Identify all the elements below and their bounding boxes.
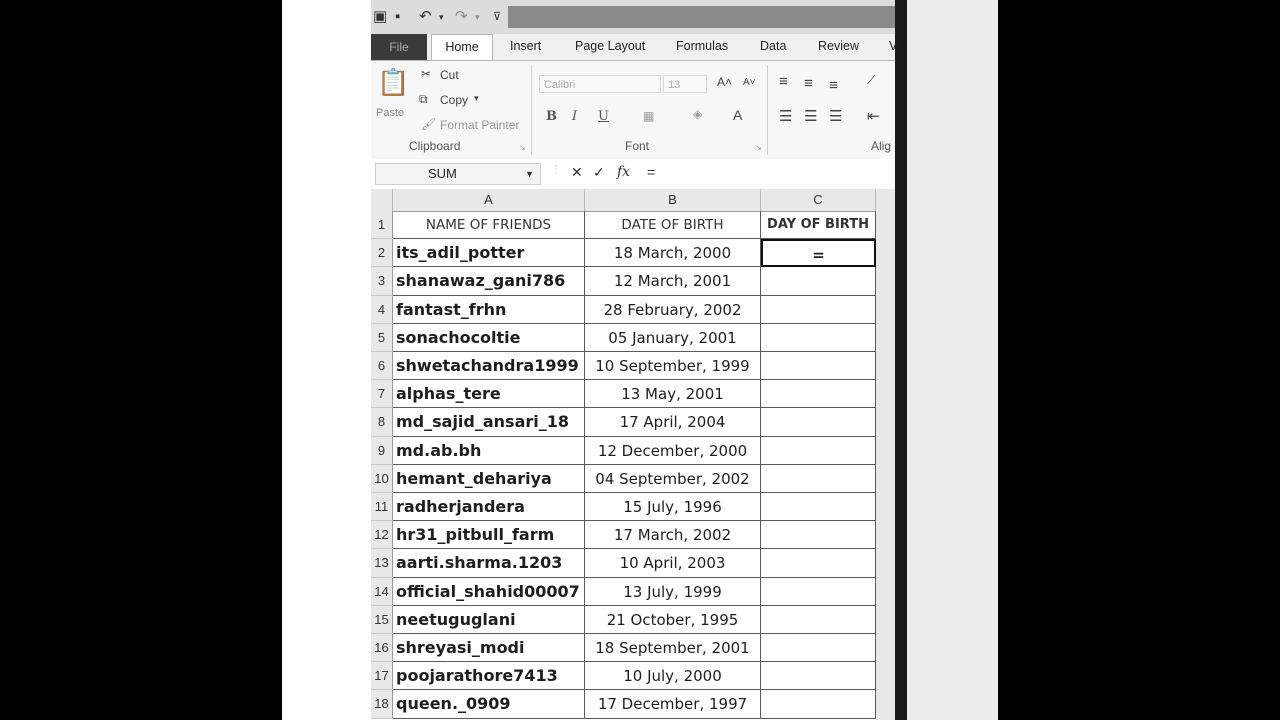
column-header-a[interactable]: A bbox=[393, 189, 585, 211]
cell-date-of-birth[interactable]: 04 September, 2002 bbox=[585, 465, 761, 493]
cut-icon[interactable]: ✂ bbox=[421, 67, 432, 81]
video-right-margin bbox=[907, 0, 998, 720]
row-number[interactable]: 12 bbox=[371, 521, 393, 549]
table-row bbox=[371, 324, 895, 352]
shrink-font-icon[interactable]: A˅ bbox=[743, 77, 756, 88]
cell-date-of-birth[interactable]: 21 October, 1995 bbox=[585, 606, 761, 634]
cell-name[interactable]: poojarathore7413 bbox=[393, 662, 585, 690]
table-row bbox=[371, 578, 895, 606]
ribbon-home bbox=[371, 60, 895, 160]
ribbon-separator bbox=[531, 65, 532, 155]
table-row bbox=[371, 493, 895, 521]
font-color-icon[interactable]: A bbox=[733, 107, 743, 123]
cell-day-of-birth[interactable] bbox=[761, 662, 876, 690]
table-row bbox=[371, 606, 895, 634]
align-center-icon[interactable]: ☰ bbox=[804, 108, 818, 125]
select-all-corner[interactable] bbox=[371, 189, 393, 211]
cell-name[interactable]: sonachocoltie bbox=[393, 324, 585, 352]
cell-name[interactable]: official_shahid00007 bbox=[393, 578, 585, 606]
formula-bar-grip-icon: ⋮ bbox=[551, 164, 561, 175]
align-left-icon[interactable]: ☰ bbox=[779, 108, 793, 125]
cell-day-of-birth[interactable] bbox=[761, 606, 876, 634]
table-row bbox=[371, 408, 895, 436]
cell-day-of-birth[interactable] bbox=[761, 408, 876, 436]
paste-icon[interactable]: 📋 bbox=[377, 67, 410, 97]
align-top-icon[interactable]: ≡ bbox=[779, 73, 788, 90]
table-row bbox=[371, 549, 895, 577]
cell-date-of-birth[interactable]: 05 January, 2001 bbox=[585, 324, 761, 352]
cell-name[interactable]: hemant_dehariya bbox=[393, 465, 585, 493]
table-row bbox=[371, 267, 895, 295]
cell-day-of-birth[interactable] bbox=[761, 465, 876, 493]
table-row bbox=[371, 437, 895, 465]
row-number[interactable]: 7 bbox=[371, 380, 393, 408]
row-number[interactable]: 5 bbox=[371, 324, 393, 352]
cell-day-of-birth[interactable] bbox=[761, 296, 876, 324]
cell-name[interactable]: its_adil_potter bbox=[393, 239, 585, 267]
tab-page-layout[interactable]: Page Layout bbox=[575, 39, 646, 53]
italic-button[interactable]: I bbox=[572, 109, 578, 124]
borders-icon[interactable]: ▦ bbox=[643, 109, 655, 123]
header-day-of-birth[interactable]: DAY OF BIRTH bbox=[761, 211, 876, 239]
cut-button[interactable]: Cut bbox=[440, 68, 459, 82]
table-row bbox=[371, 690, 895, 718]
row-number[interactable]: 13 bbox=[371, 549, 393, 577]
format-painter-icon[interactable]: 🖌 bbox=[421, 117, 437, 131]
cell-date-of-birth[interactable]: 17 December, 1997 bbox=[585, 690, 761, 718]
name-box-dropdown-icon[interactable]: ▼ bbox=[525, 169, 534, 179]
save-icon[interactable]: ▪ bbox=[395, 8, 401, 25]
alignment-group-label: Alig bbox=[871, 139, 892, 153]
clipboard-group-label: Clipboard bbox=[409, 139, 461, 153]
cell-day-of-birth[interactable] bbox=[761, 493, 876, 521]
cell-date-of-birth[interactable]: 12 March, 2001 bbox=[585, 267, 761, 295]
font-group-label: Font bbox=[625, 139, 650, 153]
header-name-of-friends[interactable]: NAME OF FRIENDS bbox=[393, 211, 585, 239]
tab-file[interactable]: File bbox=[371, 34, 427, 60]
cancel-icon[interactable]: ✕ bbox=[571, 164, 583, 180]
name-box[interactable]: SUM ▼ bbox=[375, 163, 541, 185]
cell-date-of-birth[interactable]: 18 March, 2000 bbox=[585, 239, 761, 267]
copy-dropdown-icon[interactable]: ▾ bbox=[474, 93, 479, 103]
row-number[interactable]: 14 bbox=[371, 578, 393, 606]
copy-button[interactable]: Copy bbox=[440, 93, 469, 107]
format-painter-button[interactable]: Format Painter bbox=[440, 118, 520, 132]
column-headers bbox=[371, 189, 895, 212]
table-row bbox=[371, 239, 895, 267]
cell-date-of-birth[interactable]: 15 July, 1996 bbox=[585, 493, 761, 521]
cell-date-of-birth[interactable]: 10 July, 2000 bbox=[585, 662, 761, 690]
cell-date-of-birth[interactable]: 17 April, 2004 bbox=[585, 408, 761, 436]
font-size-box[interactable]: 13 bbox=[663, 75, 707, 93]
bold-button[interactable]: B bbox=[546, 109, 557, 124]
active-cell[interactable]: = bbox=[761, 239, 876, 267]
cell-date-of-birth[interactable]: 18 September, 2001 bbox=[585, 634, 761, 662]
align-middle-icon[interactable]: ≡ bbox=[804, 75, 813, 92]
row-number[interactable]: 11 bbox=[371, 493, 393, 521]
cell-day-of-birth[interactable] bbox=[761, 578, 876, 606]
title-bar bbox=[508, 6, 895, 28]
cell-day-of-birth[interactable] bbox=[761, 380, 876, 408]
copy-icon[interactable]: ⧉ bbox=[419, 92, 428, 106]
cell-day-of-birth[interactable] bbox=[761, 352, 876, 380]
cell-date-of-birth[interactable]: 10 April, 2003 bbox=[585, 549, 761, 577]
cell-name[interactable]: alphas_tere bbox=[393, 380, 585, 408]
row-number[interactable]: 15 bbox=[371, 606, 393, 634]
row-number[interactable]: 1 bbox=[371, 211, 393, 239]
row-number[interactable]: 16 bbox=[371, 634, 393, 662]
excel-logo-icon: ▣ bbox=[373, 8, 388, 25]
tab-view-partial[interactable]: V bbox=[889, 39, 898, 53]
row-number[interactable]: 2 bbox=[371, 239, 393, 267]
decrease-indent-icon[interactable]: ⇤ bbox=[867, 108, 880, 125]
row-number[interactable]: 8 bbox=[371, 408, 393, 436]
fill-color-icon[interactable]: ◈ bbox=[693, 107, 703, 121]
cell-day-of-birth[interactable] bbox=[761, 267, 876, 295]
column-header-b[interactable]: B bbox=[585, 189, 761, 211]
table-row bbox=[371, 634, 895, 662]
cell-name[interactable]: neetuguglani bbox=[393, 606, 585, 634]
table-header-row bbox=[371, 211, 895, 239]
cell-day-of-birth[interactable] bbox=[761, 549, 876, 577]
quick-access-toolbar bbox=[371, 0, 895, 35]
video-left-margin bbox=[282, 0, 371, 720]
cell-date-of-birth[interactable]: 13 July, 1999 bbox=[585, 578, 761, 606]
cell-name[interactable]: queen._0909 bbox=[393, 690, 585, 718]
insert-function-icon[interactable]: fx bbox=[617, 164, 631, 180]
ribbon-tabs bbox=[371, 34, 898, 60]
enter-icon[interactable]: ✓ bbox=[593, 164, 605, 180]
excel-window bbox=[371, 0, 898, 720]
cell-day-of-birth[interactable] bbox=[761, 437, 876, 465]
tab-data[interactable]: Data bbox=[760, 39, 787, 53]
formula-input[interactable]: = bbox=[647, 164, 656, 180]
tab-review[interactable]: Review bbox=[818, 39, 859, 53]
cell-date-of-birth[interactable]: 10 September, 1999 bbox=[585, 352, 761, 380]
row-number[interactable]: 17 bbox=[371, 662, 393, 690]
font-name-box[interactable]: Calibri bbox=[539, 75, 661, 93]
underline-button[interactable]: U bbox=[598, 109, 609, 124]
formula-bar bbox=[371, 159, 895, 190]
tab-insert[interactable]: Insert bbox=[510, 39, 542, 53]
undo-icon[interactable]: ↶ bbox=[419, 8, 432, 25]
table-row bbox=[371, 352, 895, 380]
font-launcher-icon[interactable]: ↘ bbox=[755, 143, 762, 152]
row-number[interactable]: 4 bbox=[371, 296, 393, 324]
orientation-icon[interactable]: ⟋ bbox=[867, 73, 876, 87]
tab-formulas[interactable]: Formulas bbox=[676, 39, 729, 53]
cell-name[interactable]: shwetachandra1999 bbox=[393, 352, 585, 380]
cell-name[interactable]: shreyasi_modi bbox=[393, 634, 585, 662]
cell-name[interactable]: md.ab.bh bbox=[393, 437, 585, 465]
row-number[interactable]: 10 bbox=[371, 465, 393, 493]
cell-day-of-birth[interactable] bbox=[761, 324, 876, 352]
clipboard-launcher-icon[interactable]: ↘ bbox=[519, 143, 526, 152]
cell-name[interactable]: shanawaz_gani786 bbox=[393, 267, 585, 295]
redo-dropdown-icon[interactable]: ▾ bbox=[475, 12, 480, 22]
cell-day-of-birth[interactable] bbox=[761, 690, 876, 718]
cell-name[interactable]: fantast_frhn bbox=[393, 296, 585, 324]
cell-name[interactable]: md_sajid_ansari_18 bbox=[393, 408, 585, 436]
tab-home[interactable]: Home bbox=[431, 34, 493, 60]
redo-icon[interactable]: ↷ bbox=[455, 8, 468, 25]
row-number[interactable]: 6 bbox=[371, 352, 393, 380]
row-number[interactable]: 3 bbox=[371, 267, 393, 295]
table-row bbox=[371, 465, 895, 493]
align-right-icon[interactable]: ☰ bbox=[829, 108, 843, 125]
row-number[interactable]: 9 bbox=[371, 437, 393, 465]
customize-qat-icon[interactable]: ⊽ bbox=[493, 11, 502, 23]
table-row bbox=[371, 380, 895, 408]
window-edge bbox=[895, 0, 907, 720]
undo-dropdown-icon[interactable]: ▾ bbox=[439, 12, 444, 22]
paste-button[interactable]: Paste bbox=[376, 107, 405, 119]
cell-name[interactable]: aarti.sharma.1203 bbox=[393, 549, 585, 577]
cell-date-of-birth[interactable]: 28 February, 2002 bbox=[585, 296, 761, 324]
cell-date-of-birth[interactable]: 13 May, 2001 bbox=[585, 380, 761, 408]
row-number[interactable]: 18 bbox=[371, 690, 393, 718]
header-date-of-birth[interactable]: DATE OF BIRTH bbox=[585, 211, 761, 239]
table-row bbox=[371, 296, 895, 324]
cell-date-of-birth[interactable]: 12 December, 2000 bbox=[585, 437, 761, 465]
table-row bbox=[371, 662, 895, 690]
grow-font-icon[interactable]: A˄ bbox=[717, 75, 733, 89]
cell-name[interactable]: hr31_pitbull_farm bbox=[393, 521, 585, 549]
align-bottom-icon[interactable]: ≡ bbox=[829, 77, 838, 94]
cell-date-of-birth[interactable]: 17 March, 2002 bbox=[585, 521, 761, 549]
column-header-c[interactable]: C bbox=[761, 189, 876, 211]
ribbon-separator bbox=[767, 65, 768, 155]
table-row bbox=[371, 521, 895, 549]
cell-name[interactable]: radherjandera bbox=[393, 493, 585, 521]
cell-day-of-birth[interactable] bbox=[761, 634, 876, 662]
cell-day-of-birth[interactable] bbox=[761, 521, 876, 549]
